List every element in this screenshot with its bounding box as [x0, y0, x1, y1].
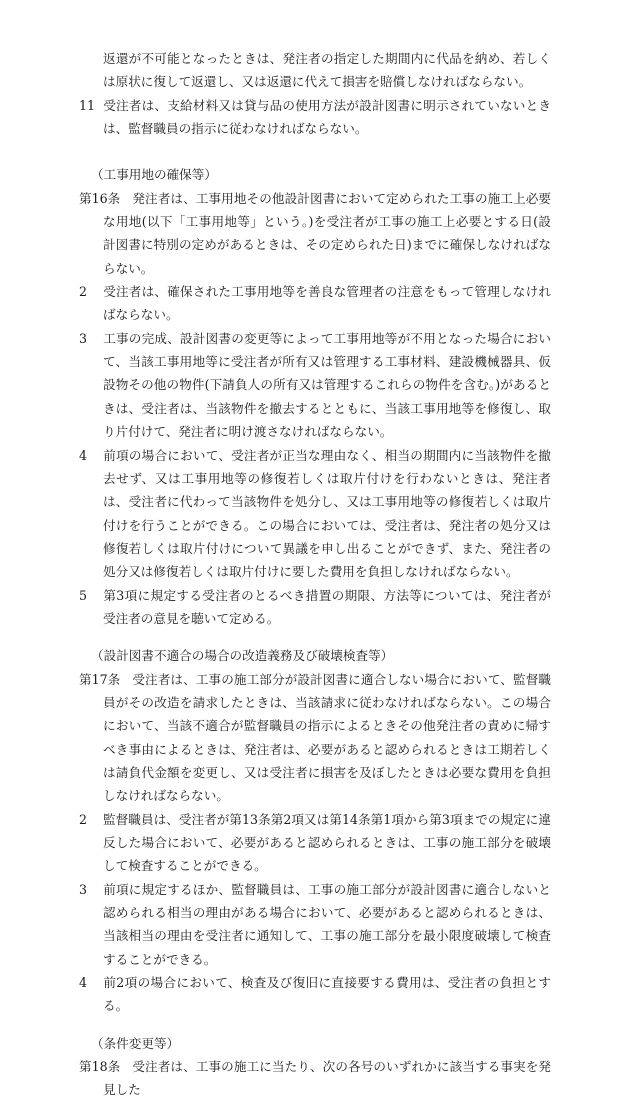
clause-text: 受注者は、支給材料又は貸与品の使用方法が設計図書に明示されていないときは、監督職員の指示に従わなければならない。: [103, 97, 551, 137]
article-number: 第16条: [79, 190, 121, 206]
clause-text: 受注者は、確保された工事用地等を善良な管理者の注意をもって管理しなければならない。: [103, 284, 551, 323]
clause-number: 5: [79, 587, 88, 603]
document-page: [79, 47, 551, 1102]
clause-text: 前項に規定するほか、監督職員は、工事の施工部分が設計図書に適合しないと認められる相当の理由がある場合において、必要があると認められるときは、当該相当の理由を受注者に通知して、工事の施工部分を最小限度破壊して検査することができる。: [103, 881, 551, 967]
clause-text: 受注者は、工事の施工部分が設計図書に適合しない場合において、監督職員がその改造を請求したときは、当該請求に従わなければならない。この場合において、当該不適合が監督職員の指示によるときその他発注者の責めに帰すべき事由によるときは、発注者は、必要があると認められるときは工期若しくは請負代金額を変更し、又は受注者に損害を及ぼしたときは必要な費用を負担しなければならない。: [103, 671, 551, 804]
clause-text: 第3項に規定する受注者のとるべき措置の期限、方法等については、発注者が受注者の意見を聴いて定める。: [103, 587, 551, 626]
section-heading-land: （工事用地の確保等）: [91, 167, 217, 183]
article-16-clause-5: [79, 584, 551, 631]
clause-number: 3: [79, 881, 88, 897]
clause-text: 工事の完成、設計図書の変更等によって工事用地等が不用となった場合において、当該工事用地等に受注者が所有又は管理する工事材料、建設機械器具、仮設物その他の物件(下請負人の所有又は管理するこれらの物件を含む。)があるときは、受注者は、当該物件を撤去するとともに、当該工事用地等を修復し、取り片付けて、発注者に明け渡さなければならない。: [103, 330, 551, 440]
section-heading-conditions: （条件変更等）: [91, 1035, 180, 1051]
clause-number: 2: [79, 811, 88, 827]
clause-number: 4: [79, 975, 88, 991]
article-number: 第18条: [79, 1059, 121, 1075]
clause-text: 前2項の場合において、検査及び復旧に直接要する費用は、受注者の負担とする。: [103, 975, 551, 1014]
clause-number: 11: [79, 97, 96, 113]
clause-text: 前項の場合において、受注者が正当な理由なく、相当の期間内に当該物件を撤去せず、又は工事用地等の修復若しくは取片付けを行わないときは、発注者は、受注者に代わって当該物件を処分し、又は工事用地等の修復若しくは取片付けを行うことができる。この場合においては、受注者は、発注者の処分又は修復若しくは取片付けについて異議を申し出ることができず、また、発注者の処分又は修復若しくは取片付けに要した費用を負担しなければならない。: [103, 447, 551, 580]
article-17-clause-4: [79, 971, 551, 1018]
article-16-clause-1: [79, 187, 551, 280]
article-16-clause-2: [79, 280, 551, 327]
article-18-clause-1: [79, 1055, 551, 1102]
article-17-clause-3: [79, 878, 551, 971]
clause-text: 受注者は、工事の施工に当たり、次の各号のいずれかに該当する事実を発見した: [103, 1059, 551, 1098]
clause-number: 2: [79, 284, 88, 300]
article-15-clause-11: [79, 94, 551, 141]
article-17-clause-1: [79, 668, 551, 808]
article-16-clause-4: [79, 444, 551, 584]
article-17-clause-2: [79, 808, 551, 878]
article-16-clause-3: [79, 327, 551, 444]
clause-text: 発注者は、工事用地その他設計図書において定められた工事の施工上必要な用地(以下「工事用地等」という。)を受注者が工事の施工上必要とする日(設計図書に特別の定めがあるときは、その定められた日)までに確保しなければならない。: [103, 190, 551, 276]
clause-number: 3: [79, 330, 88, 346]
clause-number: 4: [79, 447, 88, 463]
article-15-continuation: 返還が不可能となったときは、発注者の指定した期間内に代品を納め、若しくは原状に復して返還し、又は返還に代えて損害を賠償しなければならない。: [103, 51, 551, 90]
clause-text: 監督職員は、受注者が第13条第2項又は第14条第1項から第3項までの規定に違反した場合において、必要があると認められるときは、工事の施工部分を破壊して検査することができる。: [103, 811, 551, 874]
section-heading-nonconformity: （設計図書不適合の場合の改造義務及び破壊検査等）: [91, 648, 394, 664]
article-number: 第17条: [79, 671, 121, 687]
